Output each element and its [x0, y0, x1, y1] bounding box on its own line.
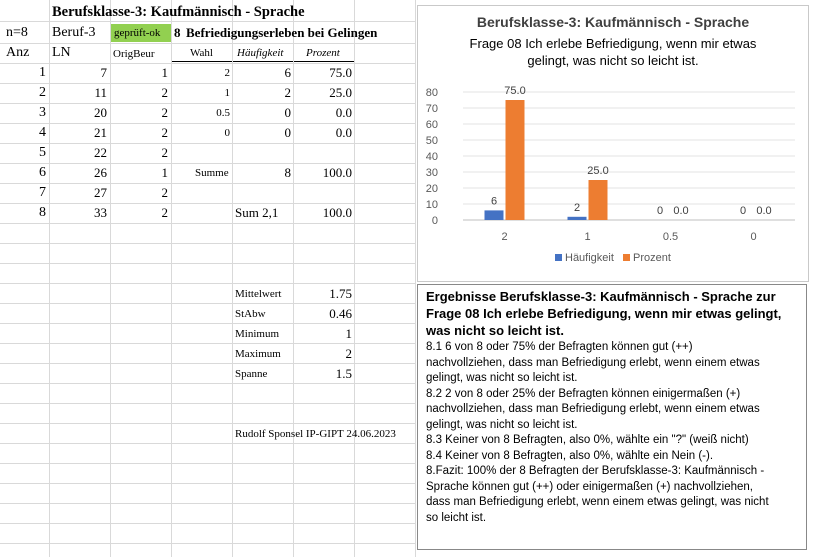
chart-y-tick-label: 50 [425, 135, 438, 147]
textbox-line: nachvollziehen, dass man Befriedigung erlebt, wenn einem etwas [426, 356, 760, 369]
chart-legend-label: Häufigkeit [565, 252, 614, 264]
textbox-heading-line: Ergebnisse Berufsklasse-3: Kaufmännisch - Sprache zur [426, 289, 776, 304]
question-title: Befriedigungserleben bei Gelingen [186, 25, 378, 40]
chart-y-tick-label: 70 [425, 103, 438, 115]
chart-x-tick-label: 2 [501, 231, 508, 243]
textbox-line: nachvollziehen, dass man Befriedigung erlebt, wenn einem etwas [426, 403, 760, 415]
freq-prozent: 25.0 [329, 85, 352, 100]
chart-data-label: 6 [490, 195, 498, 208]
row-ln: 7 [100, 65, 107, 80]
freq-wahl: 2 [224, 67, 230, 79]
row-anz: 1 [39, 65, 46, 80]
chart-data-label: 0.0 [756, 205, 772, 217]
chart-data-label: 75.0 [504, 85, 526, 97]
textbox-line: 8.3 Keiner von 8 Befragten, also 0%, wählte ein "?" (weiß nicht) [426, 434, 749, 446]
chart-x-tick-label: 1 [584, 231, 591, 243]
stat-value: 1.5 [335, 366, 352, 381]
header-ln: LN [52, 45, 71, 60]
row-origbeur: 2 [161, 185, 168, 200]
chart-data-label: 0 [656, 205, 664, 217]
summe-haeufigkeit: 8 [284, 165, 291, 180]
textbox-line: 8.2 2 von 8 oder 25% der Befragten können einigermaßen (+) [426, 387, 741, 400]
stat-value: 0.46 [329, 306, 352, 321]
row-origbeur: 2 [161, 145, 168, 160]
chart-title: Berufsklasse-3: Kaufmännisch - Sprache [476, 14, 750, 30]
freq-wahl: 0 [224, 127, 230, 139]
chart-legend-label: Prozent [633, 252, 671, 264]
row-anz: 3 [39, 105, 46, 120]
textbox-heading-line: was nicht so leicht ist. [426, 323, 564, 338]
row-origbeur: 2 [161, 205, 168, 220]
header-origbeur: OrigBeur [113, 48, 155, 60]
stat-value: 1 [345, 326, 352, 341]
summe-prozent: 100.0 [322, 165, 352, 180]
chart-y-tick-label: 30 [425, 167, 438, 179]
question-number: 8 [174, 25, 181, 40]
bar-chart[interactable] [417, 5, 809, 282]
chart-x-tick-label: 0.5 [662, 231, 679, 243]
header-prozent: Prozent [294, 44, 354, 62]
textbox-heading-line: Frage 08 Ich erlebe Befriedigung, wenn mir etwas gelingt, [426, 306, 782, 321]
row-anz: 5 [39, 145, 46, 160]
sheet-title: Berufsklasse-3: Kaufmännisch - Sprache [52, 4, 305, 20]
chart-data-label: 0 [739, 205, 747, 217]
textbox-line: 8.Fazit: 100% der 8 Befragten der Berufsklasse-3: Kaufmännisch - [426, 465, 765, 477]
row-origbeur: 1 [161, 165, 168, 180]
sum21-label: Sum 2,1 [235, 205, 279, 220]
textbox-line: gelingt, was nicht so leicht ist. [426, 418, 578, 431]
chart-y-tick-label: 0 [431, 215, 438, 227]
row-ln: 21 [94, 125, 107, 140]
textbox-line: so leicht ist. [426, 511, 487, 524]
chart-plot-area [418, 6, 808, 281]
summe-label: Summe [195, 167, 229, 179]
row-origbeur: 1 [161, 65, 168, 80]
textbox-line: Sprache können gut (++) oder einigermaßen (+) nachvollziehen, [426, 480, 753, 493]
row-anz: 4 [39, 125, 46, 140]
chart-y-tick-label: 60 [425, 119, 438, 131]
beruf-label: Beruf-3 [52, 25, 96, 40]
freq-prozent: 75.0 [329, 65, 352, 80]
chart-subtitle-line2: gelingt, was nicht so leicht ist. [527, 53, 699, 68]
header-anz: Anz [6, 45, 30, 60]
row-ln: 22 [94, 145, 107, 160]
stat-label: Minimum [235, 328, 280, 340]
header-haeufigkeit: Häufigkeit [233, 44, 293, 62]
row-anz: 7 [39, 185, 46, 200]
stat-label: Mittelwert [235, 288, 282, 300]
freq-haeufigkeit: 2 [284, 85, 291, 100]
stat-label: Maximum [235, 348, 281, 360]
textbox-line: dass man Befriedigung erlebt, wenn einem etwas gelingt, was nicht [426, 496, 769, 508]
row-ln: 27 [94, 185, 107, 200]
chart-bar-prozent [506, 100, 525, 220]
chart-legend-swatch [555, 254, 562, 261]
stat-value: 1.75 [329, 286, 352, 301]
row-anz: 8 [39, 205, 46, 220]
freq-haeufigkeit: 0 [284, 125, 291, 140]
chart-y-tick-label: 10 [425, 199, 438, 211]
chart-y-tick-label: 20 [425, 183, 438, 195]
freq-wahl: 1 [224, 87, 230, 99]
stat-label: StAbw [235, 308, 266, 320]
freq-haeufigkeit: 0 [284, 105, 291, 120]
row-ln: 26 [94, 165, 107, 180]
header-wahl: Wahl [172, 44, 232, 62]
freq-wahl: 0.5 [216, 107, 230, 119]
chart-bar-prozent [589, 180, 608, 220]
row-ln: 33 [94, 205, 107, 220]
textbox-line: 8.1 6 von 8 oder 75% der Befragten können gut (++) [426, 341, 693, 353]
status-badge: geprüft-ok [111, 24, 171, 42]
chart-subtitle-line1: Frage 08 Ich erlebe Befriedigung, wenn mir etwas [469, 36, 757, 51]
chart-bar-haeufigkeit [568, 217, 587, 220]
freq-haeufigkeit: 6 [284, 65, 291, 80]
chart-data-label: 2 [573, 201, 581, 214]
freq-prozent: 0.0 [335, 125, 352, 140]
textbox-line: gelingt, was nicht so leicht ist. [426, 372, 578, 384]
results-textbox [417, 284, 807, 550]
row-ln: 20 [94, 105, 107, 120]
chart-y-tick-label: 80 [425, 87, 438, 99]
stat-value: 2 [345, 346, 352, 361]
chart-x-tick-label: 0 [750, 231, 757, 243]
row-anz: 2 [39, 85, 46, 100]
sum21-prozent: 100.0 [322, 205, 352, 220]
row-origbeur: 2 [161, 105, 168, 120]
chart-legend-swatch [623, 254, 630, 261]
chart-bar-haeufigkeit [485, 210, 504, 220]
row-anz: 6 [39, 165, 46, 180]
chart-data-label: 25.0 [587, 165, 609, 177]
textbox-line: 8.4 Keiner von 8 Befragten, also 0%, wählte ein Nein (-). [426, 449, 714, 462]
author-credit: Rudolf Sponsel IP-GIPT 24.06.2023 [235, 428, 396, 440]
chart-y-tick-label: 40 [425, 151, 438, 163]
row-origbeur: 2 [161, 125, 168, 140]
n-count: n=8 [6, 25, 28, 40]
row-origbeur: 2 [161, 85, 168, 100]
chart-data-label: 0.0 [673, 205, 689, 217]
stat-label: Spanne [235, 368, 268, 380]
freq-prozent: 0.0 [335, 105, 352, 120]
row-ln: 11 [94, 85, 107, 100]
